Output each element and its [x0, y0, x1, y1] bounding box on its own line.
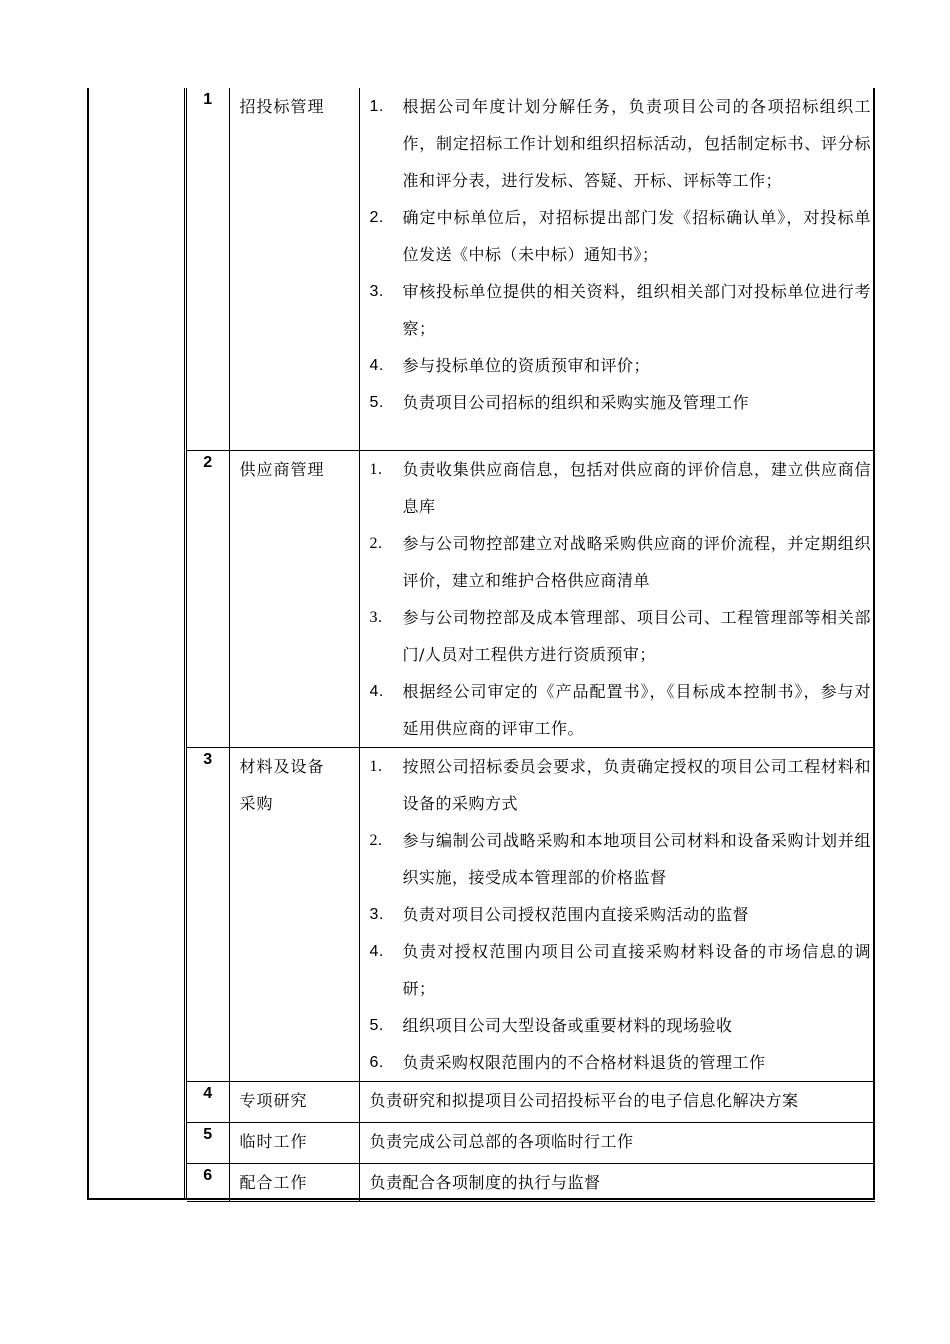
table-row — [187, 747, 875, 1081]
duty-name: 配合工作 — [229, 1163, 359, 1201]
list-item — [360, 1044, 876, 1081]
row-number: 1 — [187, 88, 229, 450]
row-number: 3 — [187, 747, 229, 1081]
row-number: 2 — [187, 450, 229, 747]
list-item — [360, 599, 876, 673]
row-number: 4 — [187, 1081, 229, 1122]
item-text: 负责收集供应商信息，包括对供应商的评价信息，建立供应商信息库 — [402, 459, 871, 516]
duty-text: 负责研究和拟提项目公司招投标平台的电子信息化解决方案 — [369, 1090, 799, 1110]
item-marker: 2. — [369, 209, 384, 226]
item-marker: 2. — [369, 831, 383, 849]
duty-description — [359, 88, 875, 450]
item-marker: 4. — [369, 682, 384, 700]
duty-description — [359, 1122, 875, 1163]
list-item — [360, 1007, 876, 1044]
item-marker: 5. — [369, 394, 384, 411]
table-row — [187, 88, 875, 450]
item-text: 参与公司物控部及成本管理部、项目公司、工程管理部等相关部门/人员对工程供方进行资质预审； — [402, 607, 871, 664]
list-item — [360, 673, 876, 747]
item-marker: 1. — [369, 98, 384, 115]
item-marker: 3. — [369, 283, 384, 300]
row-number: 5 — [187, 1122, 229, 1163]
duties-table-frame — [87, 88, 875, 1200]
item-marker: 5. — [369, 1016, 384, 1034]
item-marker: 4. — [369, 942, 384, 960]
item-text: 负责采购权限范围内的不合格材料退货的管理工作 — [402, 1052, 766, 1072]
list-item — [360, 822, 876, 896]
list-item — [360, 384, 876, 421]
item-text: 参与公司物控部建立对战略采购供应商的评价流程，并定期组织评价，建立和维护合格供应商清单 — [402, 533, 871, 590]
item-text: 组织项目公司大型设备或重要材料的现场验收 — [402, 1015, 733, 1035]
list-item — [360, 748, 876, 822]
table-row — [187, 1122, 875, 1163]
list-item — [360, 88, 876, 199]
item-text: 按照公司招标委员会要求，负责确定授权的项目公司工程材料和设备的采购方式 — [402, 756, 871, 813]
item-text: 根据经公司审定的《产品配置书》，《目标成本控制书》，参与对延用供应商的评审工作。 — [402, 681, 871, 738]
duty-name: 招投标管理 — [229, 88, 359, 450]
duties-table — [187, 88, 875, 1202]
duty-name: 临时工作 — [229, 1122, 359, 1163]
list-item — [360, 347, 876, 384]
duty-name: 材料及设备采购 — [229, 747, 359, 1081]
duty-description — [359, 1081, 875, 1122]
item-text: 负责对项目公司授权范围内直接采购活动的监督 — [402, 904, 750, 924]
list-item — [360, 896, 876, 933]
item-text: 负责项目公司招标的组织和采购实施及管理工作 — [402, 393, 750, 412]
list-item — [360, 199, 876, 273]
list-item — [360, 273, 876, 347]
list-item — [360, 525, 876, 599]
duty-name: 供应商管理 — [229, 450, 359, 747]
item-text: 根据公司年度计划分解任务，负责项目公司的各项招标组织工作，制定招标工作计划和组织招标活动，包括制定标书、评分标准和评分表，进行发标、答疑、开标、评标等工作； — [402, 97, 871, 190]
row-number: 6 — [187, 1163, 229, 1201]
item-text: 确定中标单位后，对招标提出部门发《招标确认单》，对投标单位发送《中标（未中标）通知书》； — [402, 208, 871, 264]
duty-text: 负责配合各项制度的执行与监督 — [369, 1172, 601, 1192]
item-marker: 3. — [369, 905, 384, 923]
table-row — [187, 1163, 875, 1201]
item-marker: 6. — [369, 1053, 384, 1071]
item-text: 审核投标单位提供的相关资料，组织相关部门对投标单位进行考察； — [402, 282, 871, 338]
blank-left-column — [89, 88, 187, 1198]
duty-description — [359, 747, 875, 1081]
item-marker: 3. — [369, 608, 383, 626]
item-marker: 1. — [369, 757, 383, 775]
duty-text: 负责完成公司总部的各项临时行工作 — [369, 1131, 634, 1151]
item-text: 负责对授权范围内项目公司直接采购材料设备的市场信息的调研； — [402, 941, 871, 998]
item-marker: 2. — [369, 534, 383, 552]
duty-name: 专项研究 — [229, 1081, 359, 1122]
item-marker: 1. — [369, 460, 383, 478]
list-item — [360, 933, 876, 1007]
item-text: 参与编制公司战略采购和本地项目公司材料和设备采购计划并组织实施，接受成本管理部的价格监督 — [402, 830, 871, 887]
item-marker: 4. — [369, 357, 384, 374]
table-row — [187, 450, 875, 747]
item-text: 参与投标单位的资质预审和评价； — [402, 356, 651, 375]
list-item — [360, 451, 876, 525]
table-row — [187, 1081, 875, 1122]
duty-description — [359, 450, 875, 747]
duty-description — [359, 1163, 875, 1201]
